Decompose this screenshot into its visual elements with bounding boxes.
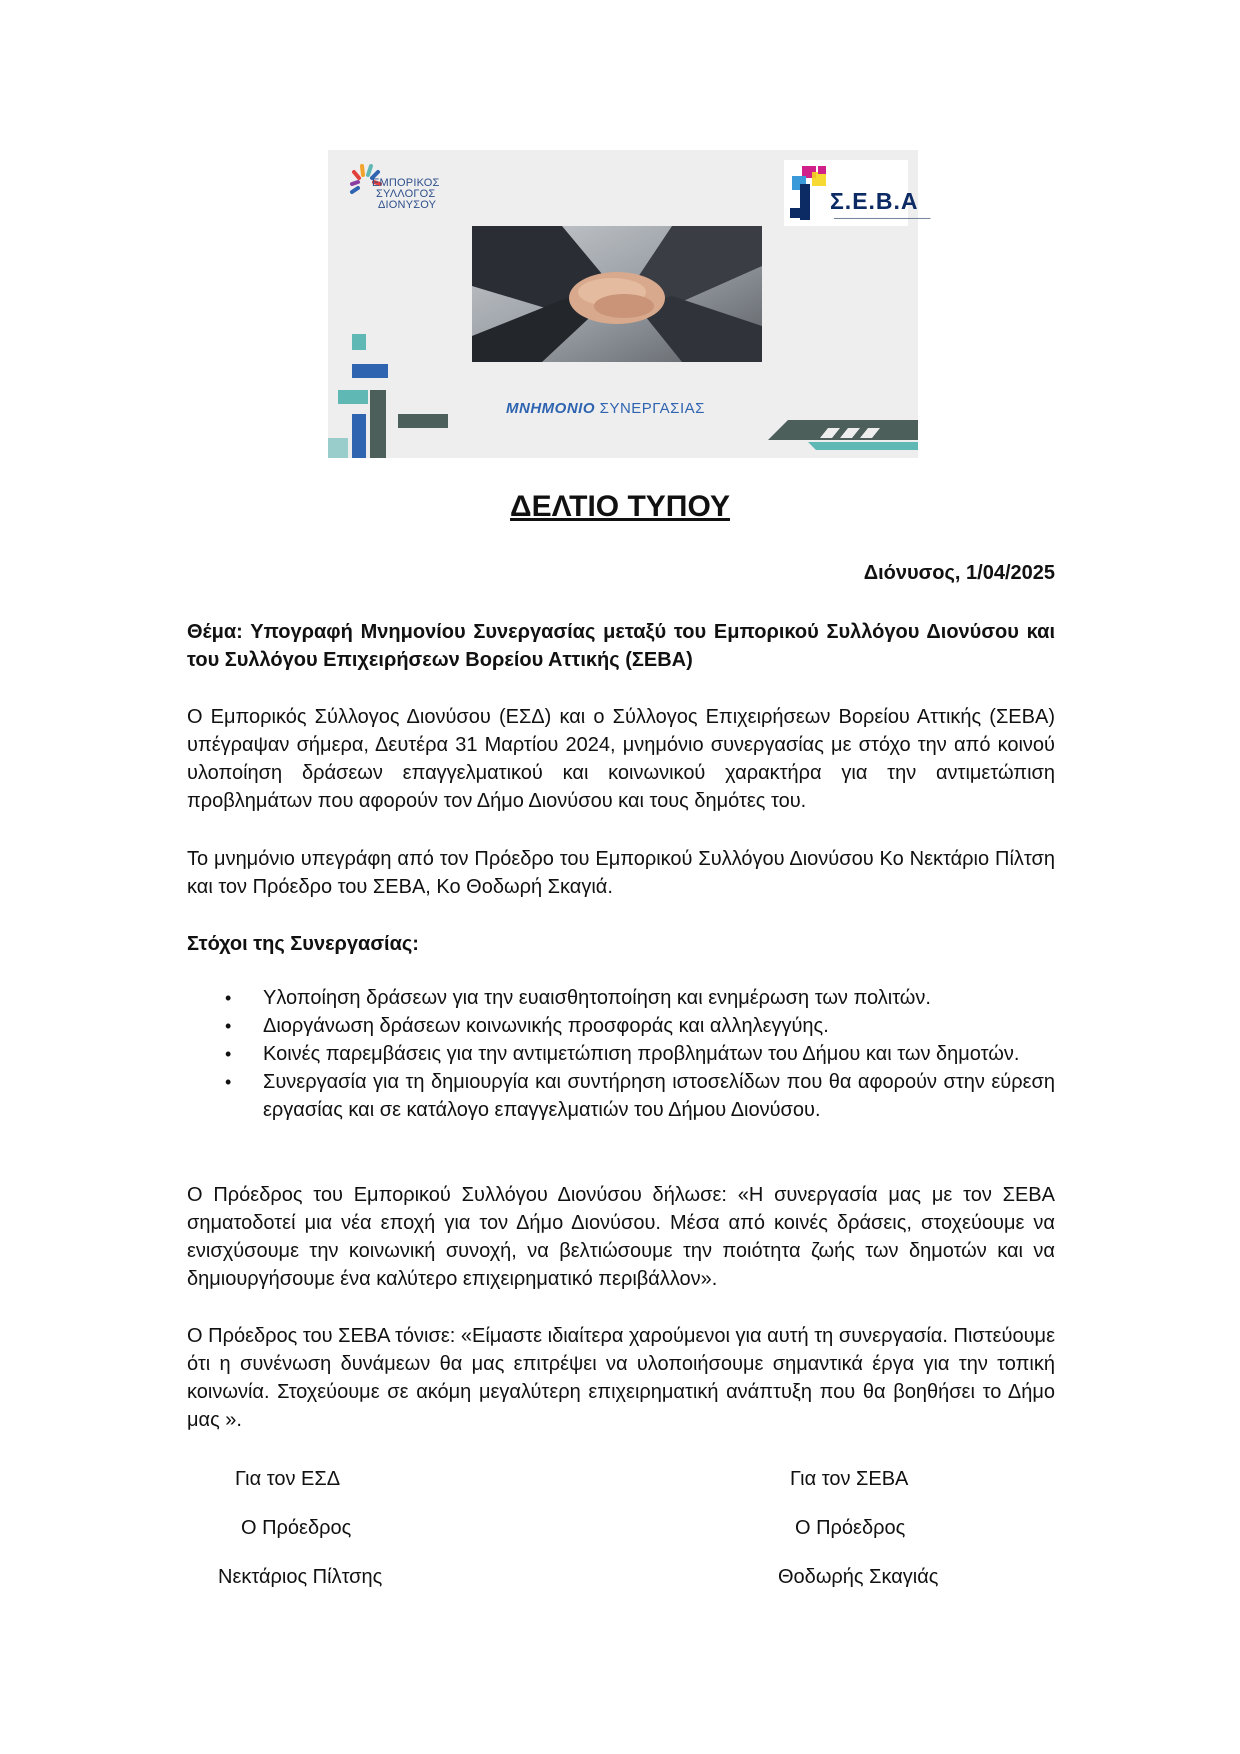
- bullet-icon: •: [225, 1016, 232, 1036]
- signature-right-for: Για τον ΣΕΒΑ: [790, 1468, 909, 1490]
- seba-logo-tagline-graphic: ━━━━━━━━━━━━━━━━━━━━━━━━━━━━━━━━: [834, 216, 931, 222]
- signature-left-role: Ο Πρόεδρος: [241, 1517, 352, 1539]
- place-date: Διόνυσος, 1/04/2025: [863, 562, 1055, 584]
- seba-mark-icon: [788, 164, 836, 224]
- goals-title: Στόχοι της Συνεργασίας:: [187, 933, 419, 955]
- banner-title: ΜΝΗΜΟΝΙΟ ΣΥΝΕΡΓΑΣΙΑΣ: [506, 400, 705, 417]
- decorative-stripes-right: [768, 408, 918, 458]
- list-item: • Συνεργασία για τη δημιουργία και συντήρηση ιστοσελίδων που θα αφορούν στην εύρεση εργασίας και σε κατάλογο επαγγελματιών του Δήμου Διονύσου.: [223, 1068, 1055, 1124]
- bullet-icon: •: [225, 1072, 232, 1092]
- goals-list: [223, 984, 1055, 1124]
- signature-left-name: Νεκτάριος Πίλτσης: [218, 1566, 383, 1588]
- paragraph-2: Το μνημόνιο υπεγράφη από τον Πρόεδρο του Εμπορικού Συλλόγου Διονύσου Κο Νεκτάριο Πίλτση και τον Πρόεδρο του ΣΕΒΑ, Κο Θοδωρή Σκαγιά.: [187, 848, 1055, 898]
- list-item: • Κοινές παρεμβάσεις για την αντιμετώπιση προβλημάτων του Δήμου και των δημοτών.: [223, 1040, 1055, 1068]
- subject-line: Θέμα: Υπογραφή Μνημονίου Συνεργασίας μεταξύ του Εμπορικού Συλλόγου Διονύσου και του Συλλόγου Επιχειρήσεων Βορείου Αττικής (ΣΕΒΑ): [187, 621, 1055, 671]
- signature-left-for: Για τον ΕΣΔ: [235, 1468, 341, 1490]
- paragraph-1: Ο Εμπορικός Σύλλογος Διονύσου (ΕΣΔ) και ο Σύλλογος Επιχειρήσεων Βορείου Αττικής (ΣΕΒΑ) υπέγραψαν σήμερα, Δευτέρα 31 Μαρτίου 2024, μνημόνιο συνεργασίας με στόχο την από κοινού υλοποίηση δράσεων επαγγελματικού και κοινωνικού χαρακτήρα για την αντιμετώπιση προβλημάτων που αφορούν τον Δήμο Διονύσου και τους δημότες του.: [187, 706, 1055, 812]
- document-heading: ΔΕΛΤΙΟ ΤΥΠΟΥ: [510, 490, 730, 523]
- bullet-icon: •: [225, 988, 232, 1008]
- seba-logo-text: Σ.Ε.Β.Α: [830, 188, 919, 214]
- list-item: • Υλοποίηση δράσεων για την ευαισθητοποίηση και ενημέρωση των πολιτών.: [223, 984, 1055, 1012]
- bullet-icon: •: [225, 1044, 232, 1064]
- seba-logo: [784, 160, 931, 226]
- paragraph-3: Ο Πρόεδρος του Εμπορικού Συλλόγου Διονύσου δήλωσε: «Η συνεργασία μας με τον ΣΕΒΑ σηματοδοτεί μια νέα εποχή για τον Δήμο Διονύσου. Μέσα από κοινές δράσεις, στοχεύουμε να ενισχύσουμε την κοινωνική συνοχή, να βελτιώσουμε την ποιότητα ζωής των δημοτών και να δημιουργήσουμε ένα καλύτερο επιχειρηματικό περιβάλλον».: [187, 1184, 1055, 1290]
- esd-logo-text: ΕΜΠΟΡΙΚΟΣ ΣΥΛΛΟΓΟΣ ΔΙΟΝΥΣΟΥ: [372, 177, 440, 211]
- signature-right-role: Ο Πρόεδρος: [795, 1517, 906, 1539]
- header-banner: [328, 150, 931, 458]
- paragraph-4: Ο Πρόεδρος του ΣΕΒΑ τόνισε: «Είμαστε ιδιαίτερα χαρούμενοι για αυτή τη συνεργασία. Πιστεύουμε ότι η συνένωση δυνάμεων θα μας επιτρέψει να υλοποιήσουμε σημαντικά έργα για την τοπική κοινωνία. Στοχεύουμε σε ακόμη μεγαλύτερη επιχειρηματική ανάπτυξη που θα βοηθήσει το Δήμο μας ».: [187, 1325, 1055, 1431]
- decorative-bars-left: [328, 334, 448, 458]
- signature-right-name: Θοδωρής Σκαγιάς: [778, 1566, 939, 1588]
- hands-together-photo: [472, 226, 762, 362]
- list-item: • Διοργάνωση δράσεων κοινωνικής προσφοράς και αλληλεγγύης.: [223, 1012, 1055, 1040]
